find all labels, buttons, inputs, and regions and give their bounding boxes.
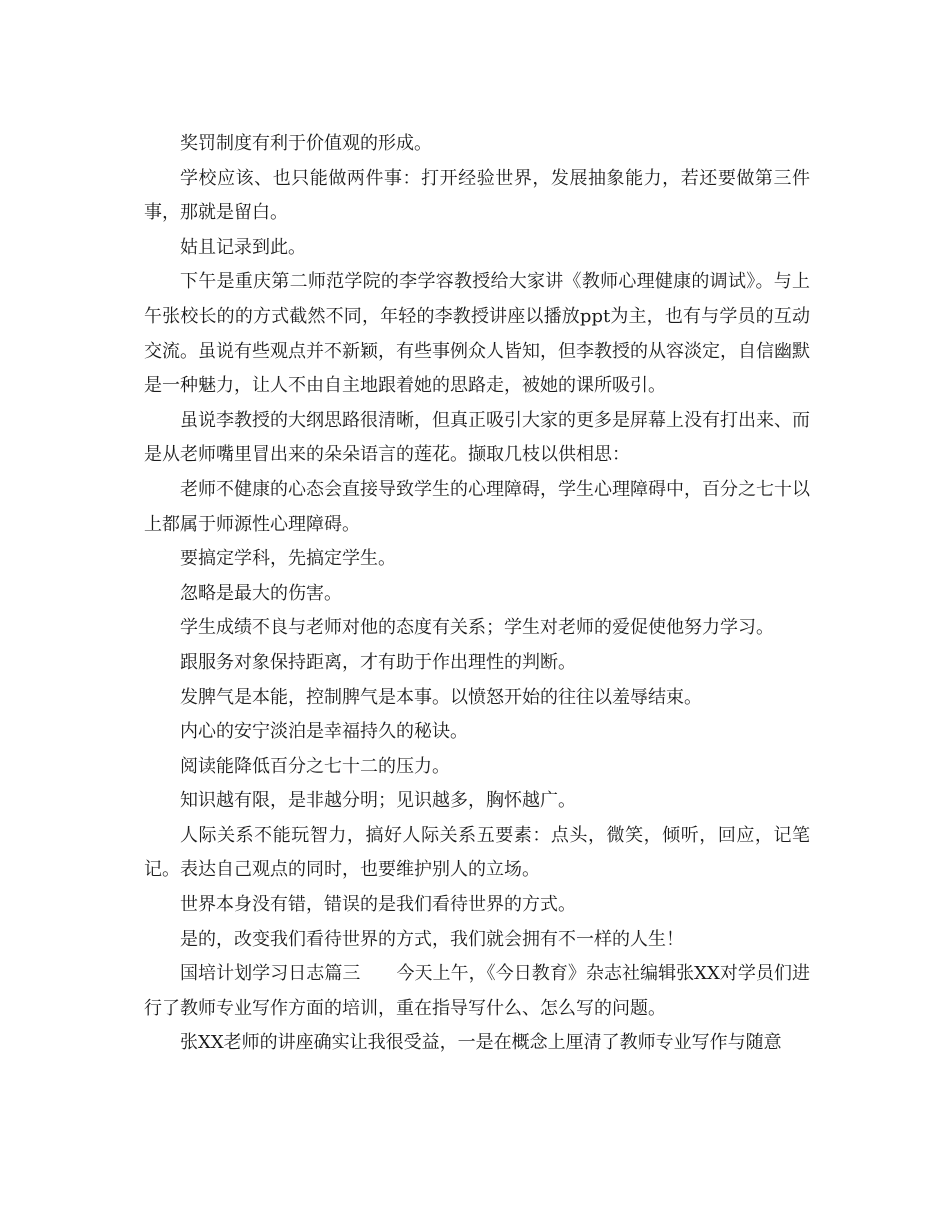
paragraph-knowledge: 知识越有限，是非越分明；见识越多，胸怀越广。 [180,790,576,812]
paragraph-school-two-things: 学校应该、也只能做两件事：打开经验世界，发展抽象能力，若还要做第三件事，那就是留白。 [144,167,810,224]
paragraph-teacher-mental-state: 老师不健康的心态会直接导致学生的心理障碍，学生心理障碍中，百分之七十以上都属于师源性心理障碍。 [144,478,810,535]
document-body [144,127,810,1061]
paragraph-outline-clear: 虽说李教授的大纲思路很清晰，但真正吸引大家的更多是屏幕上没有打出来、而是从老师嘴里冒出来的朵朵语言的莲花。撷取几枝以供相思： [144,409,810,466]
paragraph-journal-part-three: 国培计划学习日志篇三 今天上午，《今日教育》杂志社编辑张XX对学员们进行了教师专业写作方面的培训，重在指导写什么、怎么写的问题。 [144,963,810,1019]
paragraph-keep-distance: 跟服务对象保持距离，才有助于作出理性的判断。 [180,651,576,673]
paragraph-reward-punishment: 奖罚制度有利于价值观的形成。 [180,133,432,154]
paragraph-inner-peace: 内心的安宁淡泊是幸福持久的秘诀。 [180,721,468,743]
paragraph-record-here: 姑且记录到此。 [180,236,306,258]
paragraph-student-grades: 学生成绩不良与老师对他的态度有关系；学生对老师的爱促使他努力学习。 [180,617,774,639]
paragraph-temper: 发脾气是本能，控制脾气是本事。以愤怒开始的往往以羞辱结束。 [180,686,702,708]
paragraph-relationships: 人际关系不能玩智力，搞好人际关系五要素：点头，微笑，倾听，回应，记笔记。表达自己观点的同时，也要维护别人的立场。 [144,824,810,881]
paragraph-world-view: 世界本身没有错，错误的是我们看待世界的方式。 [180,894,576,916]
paragraph-lecture-benefit: 张XX老师的讲座确实让我很受益，一是在概念上厘清了教师专业写作与随意 [180,1032,782,1054]
paragraph-handle-subject: 要搞定学科，先搞定学生。 [180,548,396,570]
paragraph-neglect: 忽略是最大的伤害。 [180,582,342,604]
paragraph-afternoon-lecture: 下午是重庆第二师范学院的李学容教授给大家讲《教师心理健康的调试》。与上午张校长的的方式截然不同，年轻的李教授讲座以播放ppt为主，也有与学员的互动交流。虽说有些观点并不新颖，有些事例众人皆知，但李教授的从容淡定，自信幽默是一种魅力，让人不由自主地跟着她的思路走，被她的课所吸引。 [144,271,810,397]
paragraph-change-view: 是的，改变我们看待世界的方式，我们就会拥有不一样的人生！ [180,928,684,950]
paragraph-reading-stress: 阅读能降低百分之七十二的压力。 [180,755,450,777]
